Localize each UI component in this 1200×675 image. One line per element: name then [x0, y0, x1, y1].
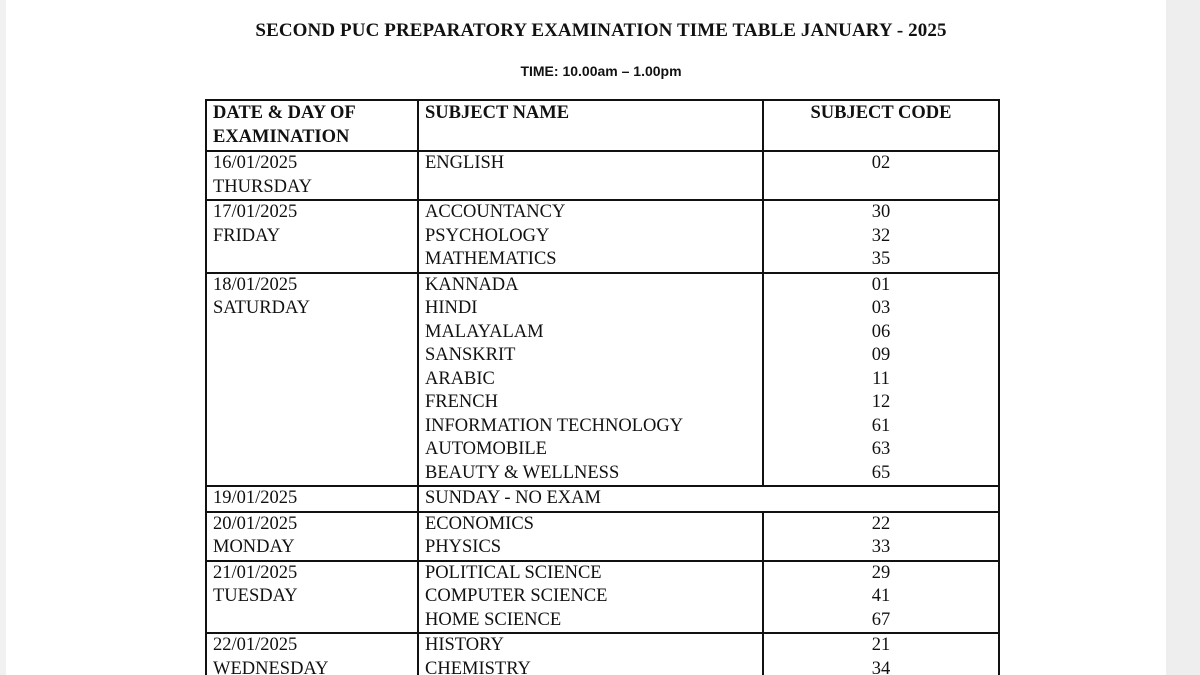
timetable-body [206, 151, 999, 675]
subject-code: 09 [871, 345, 891, 365]
table-header-row [206, 100, 999, 151]
table-row [206, 486, 999, 512]
subject-names-cell [418, 633, 763, 675]
no-exam-notice: SUNDAY - NO EXAM [418, 486, 999, 512]
subject-code: 02 [871, 153, 891, 173]
subject-name: ECONOMICS [425, 513, 534, 534]
subject-names-cell [418, 512, 763, 561]
subject-code: 32 [871, 225, 891, 246]
subject-name: ENGLISH [425, 153, 505, 173]
header-subject: SUBJECT NAME [418, 100, 763, 151]
subject-name: PSYCHOLOGY [425, 225, 550, 246]
subject-codes-cell [763, 200, 999, 273]
subject-name: PHYSICS [425, 537, 502, 557]
subject-codes-cell [763, 273, 999, 487]
exam-date-cell [206, 512, 418, 561]
exam-date: 20/01/2025 [213, 513, 298, 534]
subject-name: MATHEMATICS [425, 249, 557, 269]
subject-name: CHEMISTRY [425, 658, 531, 675]
subject-code: 30 [871, 202, 891, 222]
subject-code: 35 [871, 249, 891, 269]
document-title: SECOND PUC PREPARATORY EXAMINATION TIME TABLE JANUARY - 2025 [255, 20, 947, 41]
subject-name: BEAUTY & WELLNESS [425, 462, 620, 483]
subject-code: 06 [871, 321, 891, 342]
subject-name: INFORMATION TECHNOLOGY [425, 415, 684, 436]
subject-code: 41 [871, 586, 891, 606]
subject-names-cell [418, 200, 763, 273]
subject-name: HISTORY [425, 635, 504, 655]
header-date-line2: EXAMINATION [213, 126, 350, 147]
subject-name: SANSKRIT [425, 345, 516, 365]
subject-name: FRENCH [425, 392, 498, 412]
exam-day: SATURDAY [213, 298, 310, 318]
subject-codes-cell [763, 151, 999, 200]
exam-date-cell [206, 633, 418, 675]
exam-date: 18/01/2025 [213, 274, 298, 295]
subject-code: 33 [871, 537, 891, 557]
subject-code: 01 [871, 274, 891, 295]
exam-date-cell [206, 561, 418, 634]
subject-name: ARABIC [425, 368, 495, 389]
subject-code: 11 [872, 368, 890, 389]
exam-day: WEDNESDAY [213, 658, 329, 675]
exam-date: 17/01/2025 [213, 202, 298, 222]
exam-date-cell [206, 486, 418, 512]
subject-name: COMPUTER SCIENCE [425, 586, 608, 606]
table-row [206, 561, 999, 634]
subject-code: 03 [871, 298, 891, 318]
subject-code: 34 [871, 658, 891, 675]
table-row [206, 151, 999, 200]
table-row [206, 633, 999, 675]
document-page [6, 0, 1166, 675]
header-date-line1: DATE & DAY OF [213, 103, 356, 123]
subject-names-cell [418, 273, 763, 487]
table-row [206, 273, 999, 487]
subject-names-cell [418, 561, 763, 634]
subject-name: HOME SCIENCE [425, 609, 562, 630]
subject-code: 61 [871, 415, 891, 436]
header-date [206, 100, 418, 151]
exam-date: 22/01/2025 [213, 635, 298, 655]
exam-date: 19/01/2025 [213, 488, 298, 508]
subject-names-cell [418, 151, 763, 200]
table-row [206, 200, 999, 273]
subject-name: POLITICAL SCIENCE [425, 562, 602, 583]
exam-date-cell [206, 273, 418, 487]
viewer-background [1166, 0, 1200, 675]
subject-name: KANNADA [425, 274, 519, 295]
exam-date-cell [206, 151, 418, 200]
subject-code: 29 [871, 562, 891, 583]
subject-code: 63 [871, 439, 891, 459]
subject-code: 12 [871, 392, 891, 412]
exam-day: TUESDAY [213, 586, 298, 606]
exam-date: 21/01/2025 [213, 562, 298, 583]
subject-name: ACCOUNTANCY [425, 202, 566, 222]
header-code: SUBJECT CODE [763, 100, 999, 151]
exam-day: THURSDAY [213, 176, 313, 197]
subject-codes-cell [763, 633, 999, 675]
subject-code: 67 [871, 609, 891, 630]
subject-code: 22 [871, 513, 891, 534]
subject-name: AUTOMOBILE [425, 439, 547, 459]
exam-date-cell [206, 200, 418, 273]
exam-date: 16/01/2025 [213, 153, 298, 173]
subject-code: 21 [871, 635, 891, 655]
exam-day: FRIDAY [213, 225, 281, 246]
timetable [205, 99, 1000, 675]
subject-code: 65 [871, 462, 891, 483]
subject-codes-cell [763, 561, 999, 634]
subject-codes-cell [763, 512, 999, 561]
subject-name: HINDI [425, 298, 478, 318]
subject-name: MALAYALAM [425, 321, 544, 342]
table-row [206, 512, 999, 561]
exam-time: TIME: 10.00am – 1.00pm [520, 63, 682, 79]
exam-day: MONDAY [213, 537, 295, 557]
